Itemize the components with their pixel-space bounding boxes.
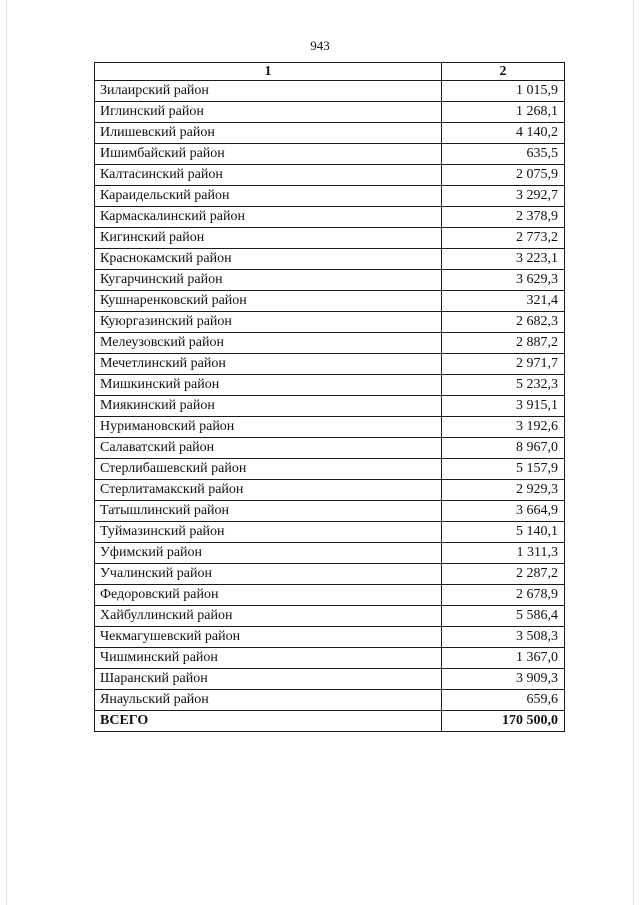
- amount-cell: 2 929,3: [442, 480, 565, 501]
- district-name-cell: Миякинский район: [95, 396, 442, 417]
- table-row: [95, 669, 565, 690]
- district-name-cell: Калтасинский район: [95, 165, 442, 186]
- district-name-cell: Кармаскалинский район: [95, 207, 442, 228]
- amount-cell: 5 232,3: [442, 375, 565, 396]
- table-row: [95, 228, 565, 249]
- table-row: [95, 144, 565, 165]
- total-row: [95, 711, 565, 732]
- table-row: [95, 501, 565, 522]
- table-row: [95, 375, 565, 396]
- table-row: [95, 354, 565, 375]
- district-name-cell: Краснокамский район: [95, 249, 442, 270]
- table-row: [95, 186, 565, 207]
- table-row: [95, 417, 565, 438]
- amount-cell: 1 367,0: [442, 648, 565, 669]
- amount-cell: 8 967,0: [442, 438, 565, 459]
- table-body: [95, 81, 565, 732]
- district-name-cell: Учалинский район: [95, 564, 442, 585]
- amount-cell: 2 378,9: [442, 207, 565, 228]
- table-row: [95, 81, 565, 102]
- amount-cell: 3 664,9: [442, 501, 565, 522]
- district-name-cell: Уфимский район: [95, 543, 442, 564]
- table-row: [95, 102, 565, 123]
- amount-cell: 4 140,2: [442, 123, 565, 144]
- table-row: [95, 123, 565, 144]
- amount-cell: 2 971,7: [442, 354, 565, 375]
- district-name-cell: Чекмагушевский район: [95, 627, 442, 648]
- table-row: [95, 459, 565, 480]
- amount-cell: 1 268,1: [442, 102, 565, 123]
- total-label: ВСЕГО: [95, 711, 442, 732]
- amount-cell: 2 678,9: [442, 585, 565, 606]
- scan-edge-left: [6, 0, 7, 905]
- district-name-cell: Мечетлинский район: [95, 354, 442, 375]
- table-row: [95, 690, 565, 711]
- amount-cell: 3 909,3: [442, 669, 565, 690]
- amount-cell: 2 287,2: [442, 564, 565, 585]
- district-name-cell: Хайбуллинский район: [95, 606, 442, 627]
- district-name-cell: Мишкинский район: [95, 375, 442, 396]
- table-row: [95, 333, 565, 354]
- district-name-cell: Татышлинский район: [95, 501, 442, 522]
- scan-edge-right: [633, 0, 634, 905]
- amount-cell: 2 773,2: [442, 228, 565, 249]
- district-name-cell: Кугарчинский район: [95, 270, 442, 291]
- district-name-cell: Стерлитамакский район: [95, 480, 442, 501]
- district-name-cell: Мелеузовский район: [95, 333, 442, 354]
- table-row: [95, 606, 565, 627]
- amount-cell: 5 586,4: [442, 606, 565, 627]
- district-name-cell: Стерлибашевский район: [95, 459, 442, 480]
- amount-cell: 1 311,3: [442, 543, 565, 564]
- district-name-cell: Янаульский район: [95, 690, 442, 711]
- district-name-cell: Иглинский район: [95, 102, 442, 123]
- amount-cell: 321,4: [442, 291, 565, 312]
- table-row: [95, 207, 565, 228]
- table-row: [95, 480, 565, 501]
- table-row: [95, 564, 565, 585]
- table-row: [95, 648, 565, 669]
- table-row: [95, 627, 565, 648]
- district-name-cell: Илишевский район: [95, 123, 442, 144]
- district-name-cell: Караидельский район: [95, 186, 442, 207]
- district-name-cell: Ишимбайский район: [95, 144, 442, 165]
- district-name-cell: Чишминский район: [95, 648, 442, 669]
- table-row: [95, 438, 565, 459]
- amount-cell: 1 015,9: [442, 81, 565, 102]
- table-row: [95, 312, 565, 333]
- district-name-cell: Кушнаренковский район: [95, 291, 442, 312]
- table-header-row: [95, 63, 565, 81]
- table-row: [95, 165, 565, 186]
- district-name-cell: Куюргазинский район: [95, 312, 442, 333]
- table-row: [95, 543, 565, 564]
- amount-cell: 2 887,2: [442, 333, 565, 354]
- amount-cell: 5 157,9: [442, 459, 565, 480]
- table-row: [95, 270, 565, 291]
- amount-cell: 3 292,7: [442, 186, 565, 207]
- amount-cell: 3 915,1: [442, 396, 565, 417]
- table-row: [95, 291, 565, 312]
- column-header-1: 1: [95, 63, 442, 81]
- amount-cell: 2 682,3: [442, 312, 565, 333]
- table-row: [95, 585, 565, 606]
- allocation-table: [94, 62, 565, 732]
- district-name-cell: Шаранский район: [95, 669, 442, 690]
- column-header-2: 2: [442, 63, 565, 81]
- page-number: 943: [310, 38, 330, 53]
- district-name-cell: Нуримановский район: [95, 417, 442, 438]
- amount-cell: 3 508,3: [442, 627, 565, 648]
- amount-cell: 3 192,6: [442, 417, 565, 438]
- table-row: [95, 396, 565, 417]
- table-row: [95, 522, 565, 543]
- district-name-cell: Федоровский район: [95, 585, 442, 606]
- district-name-cell: Салаватский район: [95, 438, 442, 459]
- amount-cell: 2 075,9: [442, 165, 565, 186]
- amount-cell: 5 140,1: [442, 522, 565, 543]
- district-name-cell: Кигинский район: [95, 228, 442, 249]
- amount-cell: 3 629,3: [442, 270, 565, 291]
- district-name-cell: Зилаирский район: [95, 81, 442, 102]
- district-name-cell: Туймазинский район: [95, 522, 442, 543]
- amount-cell: 635,5: [442, 144, 565, 165]
- amount-cell: 659,6: [442, 690, 565, 711]
- amount-cell: 3 223,1: [442, 249, 565, 270]
- total-amount: 170 500,0: [442, 711, 565, 732]
- table-row: [95, 249, 565, 270]
